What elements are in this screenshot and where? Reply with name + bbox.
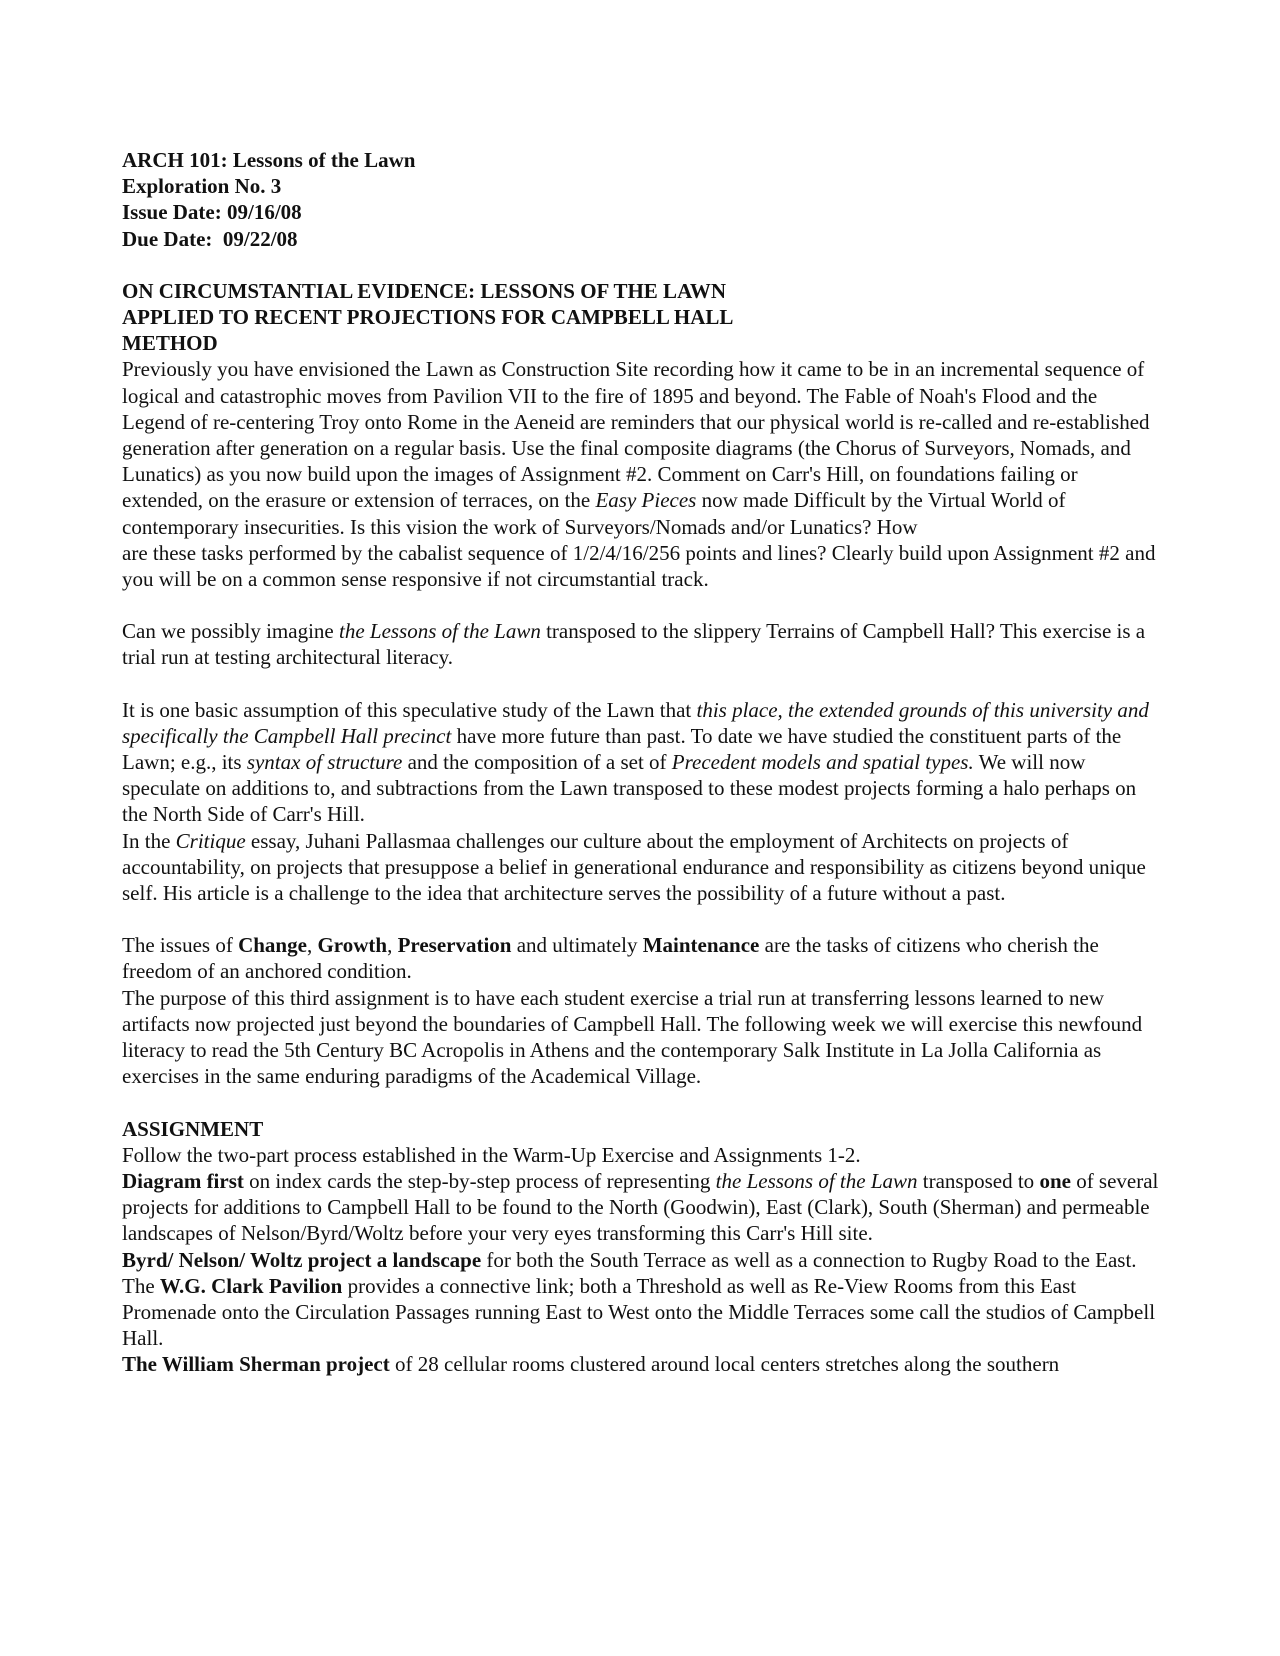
spacer bbox=[122, 906, 1162, 932]
assignment-paragraph-5: The William Sherman project of 28 cellular rooms clustered around local centers stretches along the southern bbox=[122, 1352, 1060, 1377]
spacer bbox=[122, 1090, 1162, 1116]
method-paragraph-6: The purpose of this third assignment is to have each student exercise a trial run at transferring lessons learned to new artifacts now projected just beyond the boundaries of Campbell Hall. The following week we will exercise this newfound literacy to read the 5th Century BC Acropolis in Athens and the contemporary Salk Institute in La Jolla California as exercises in the same enduring paradigms of the Academical Village. bbox=[122, 985, 1143, 1089]
method-paragraph-1: Previously you have envisioned the Lawn as Construction Site recording how it came to be in an incremental sequence of logical and catastrophic moves from Pavilion VII to the fire of 1895 and beyond. The Fable of Noah's Flood and the Legend of re-centering Troy onto Rome in the Aeneid are reminders that our physical world is re-called and re-established generation after generation on a regular basis. Use the final composite diagrams (the Chorus of Surveyors, Nomads, and Lunatics) as you now build upon the images of Assignment #2. Comment on Carr's Hill, on foundations failing or extended, on the erasure or extension of terraces, on the Easy Pieces now made Difficult by the Virtual World of contemporary insecurities. Is this vision the work of Surveyors/Nomads and/or Lunatics? How bbox=[122, 357, 1150, 539]
title-line-1: ON CIRCUMSTANTIAL EVIDENCE: LESSONS OF THE LAWN bbox=[122, 278, 727, 303]
spacer bbox=[122, 252, 1162, 278]
document-page bbox=[122, 147, 1162, 1378]
document-title bbox=[122, 278, 1162, 357]
method-heading: METHOD bbox=[122, 331, 218, 356]
method-paragraph-5: The issues of Change, Growth, Preservation and ultimately Maintenance are the tasks of citizens who cherish the freedom of an anchored condition. bbox=[122, 933, 1099, 984]
assignment-paragraph-2: Diagram first on index cards the step-by-step process of representing the Lessons of the Lawn transposed to one of several projects for additions to Campbell Hall to be found to the North (Goodwin), East (Clark), South (Sherman) and permeable landscapes of Nelson/Byrd/Woltz before your very eyes transforming this Carr's Hill site. bbox=[122, 1168, 1159, 1246]
spacer bbox=[122, 592, 1162, 618]
spacer bbox=[122, 671, 1162, 697]
assignment-heading: ASSIGNMENT bbox=[122, 1116, 264, 1141]
assignment-paragraph-1: Follow the two-part process established in the Warm-Up Exercise and Assignments 1-2. bbox=[122, 1142, 861, 1167]
method-paragraph-4: In the Critique essay, Juhani Pallasmaa challenges our culture about the employment of Architects on projects of accountability, on projects that presuppose a belief in generational endurance and responsibility as citizens beyond unique self. His article is a challenge to the idea that architecture serves the possibility of a future without a past. bbox=[122, 828, 1146, 906]
document-header bbox=[122, 147, 1162, 252]
method-paragraph-1-continued: are these tasks performed by the cabalist sequence of 1/2/4/16/256 points and lines? Clearly build upon Assignment #2 and you will be on a common sense responsive if not circumstantial track. bbox=[122, 540, 1156, 592]
assignment-paragraph-3: Byrd/ Nelson/ Woltz project a landscape for both the South Terrace as well as a connection to Rugby Road to the East. bbox=[122, 1247, 1137, 1272]
course-title: ARCH 101: Lessons of the Lawn bbox=[122, 148, 416, 172]
assignment-paragraph-4: The W.G. Clark Pavilion provides a connective link; both a Threshold as well as Re-View Rooms from this East Promenade onto the Circulation Passages running East to West onto the Middle Terraces some call the studios of Campbell Hall. bbox=[122, 1273, 1156, 1351]
exploration-number: Exploration No. 3 bbox=[122, 174, 282, 199]
title-line-2: APPLIED TO RECENT PROJECTIONS FOR CAMPBELL HALL bbox=[122, 305, 734, 330]
method-paragraph-2: Can we possibly imagine the Lessons of the Lawn transposed to the slippery Terrains of Campbell Hall? This exercise is a trial run at testing architectural literacy. bbox=[122, 619, 1146, 670]
issue-date: Issue Date: 09/16/08 bbox=[122, 200, 302, 225]
method-paragraph-3: It is one basic assumption of this speculative study of the Lawn that this place, the extended grounds of this university and specifically the Campbell Hall precinct have more future than past. To date we have studied the constituent parts of the Lawn; e.g., its syntax of structure and the composition of a set of Precedent models and spatial types. We will now speculate on additions to, and subtractions from the Lawn transposed to these modest projects forming a halo perhaps on the North Side of Carr's Hill. bbox=[122, 697, 1149, 827]
due-date: Due Date: 09/22/08 bbox=[122, 226, 298, 251]
